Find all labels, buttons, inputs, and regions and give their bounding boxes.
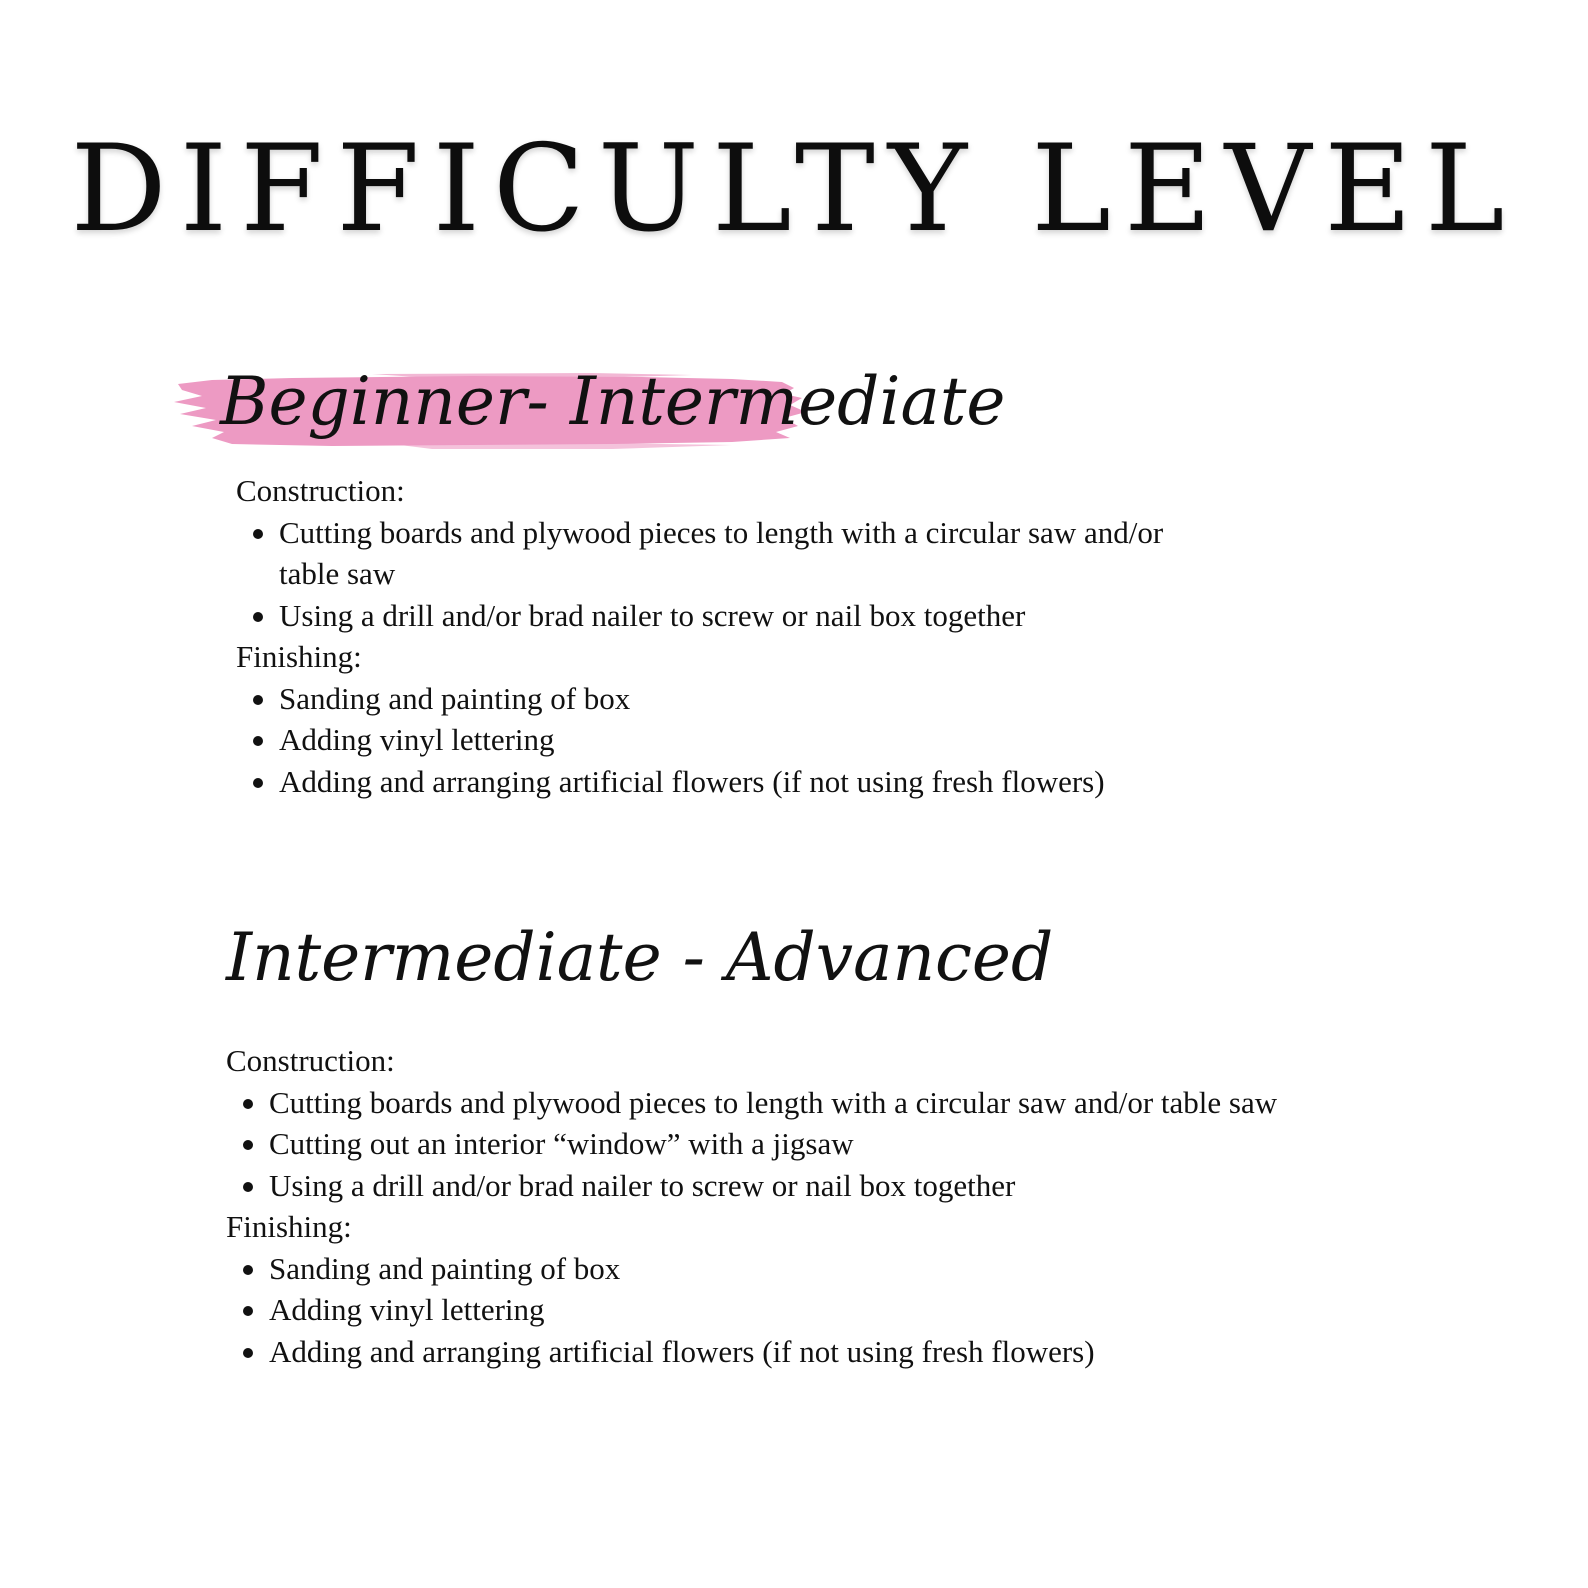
section-heading-beginner-intermediate: Beginner- Intermediate (220, 363, 1006, 440)
bullet-dot-icon (243, 1348, 253, 1358)
list-item (279, 761, 1236, 803)
group-label-construction: Construction: (236, 473, 405, 508)
list-item-text: Cutting boards and plywood pieces to length with a circular saw and/or table saw (279, 514, 1164, 591)
list-item (279, 719, 1236, 761)
section-intermediate-advanced (226, 1040, 1526, 1372)
bullet-dot-icon (253, 736, 263, 746)
bullet-dot-icon (253, 529, 263, 539)
list-item-text: Adding vinyl lettering (279, 722, 555, 757)
construction-list (226, 1082, 1526, 1207)
page-title: DIFFICULTY LEVEL (70, 120, 1518, 259)
section-beginner-intermediate (236, 470, 1236, 802)
section-heading-intermediate-advanced: Intermediate - Advanced (226, 919, 1054, 996)
list-item-text: Cutting boards and plywood pieces to length with a circular saw and/or table saw (269, 1084, 1278, 1120)
group-label-finishing: Finishing: (226, 1209, 352, 1244)
group-label-construction: Construction: (226, 1043, 395, 1078)
finishing-list (226, 1248, 1526, 1373)
bullet-dot-icon (243, 1182, 253, 1192)
list-item-text: Cutting out an interior “window” with a jigsaw (269, 1126, 854, 1161)
list-item-text: Sanding and painting of box (279, 680, 631, 716)
list-item-text: Using a drill and/or brad nailer to screw or nail box together (269, 1167, 1016, 1203)
bullet-dot-icon (253, 612, 263, 622)
list-item-text: Using a drill and/or brad nailer to screw or nail box together (279, 597, 1026, 633)
bullet-dot-icon (243, 1140, 253, 1150)
list-item (269, 1082, 1526, 1124)
bullet-dot-icon (243, 1265, 253, 1275)
bullet-dot-icon (253, 778, 263, 788)
list-item (279, 595, 1236, 637)
list-item (269, 1123, 1526, 1165)
list-item-text: Sanding and painting of box (269, 1250, 621, 1286)
group-label-finishing: Finishing: (236, 639, 362, 674)
bullet-dot-icon (243, 1099, 253, 1109)
list-item-text: Adding and arranging artificial flowers (if not using fresh flowers) (269, 1333, 1095, 1369)
list-item (279, 678, 1236, 720)
list-item-text: Adding vinyl lettering (269, 1292, 545, 1327)
list-item-text: Adding and arranging artificial flowers (if not using fresh flowers) (279, 763, 1105, 799)
bullet-dot-icon (243, 1306, 253, 1316)
bullet-dot-icon (253, 695, 263, 705)
construction-list (236, 512, 1236, 637)
list-item (269, 1331, 1526, 1373)
list-item (269, 1289, 1526, 1331)
finishing-list (236, 678, 1236, 803)
list-item (279, 512, 1179, 595)
list-item (269, 1165, 1526, 1207)
list-item (269, 1248, 1526, 1290)
